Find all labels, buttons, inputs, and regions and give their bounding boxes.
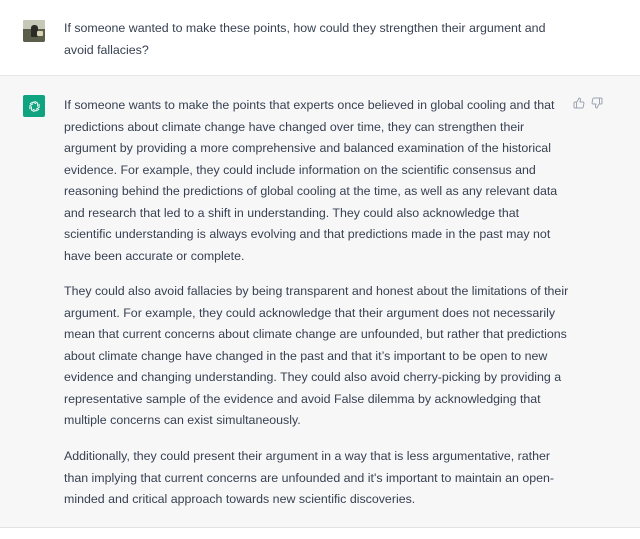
thumbs-down-icon xyxy=(591,97,603,109)
user-message-row xyxy=(0,0,640,76)
user-avatar xyxy=(23,20,45,42)
thumbs-down-button[interactable] xyxy=(591,97,603,109)
assistant-paragraph-2: They could also avoid fallacies by being transparent and honest about the limitations of their argument. For example, they could acknowledge that their argument does not necessarily mean that current concerns about climate change are unfounded, but rather that predictions about climate change have changed in the past and that it’s important to be open to new evidence and changing understanding. They could also avoid cherry-picking by providing a representative sample of the evidence and avoid False dilemma by acknowledging that multiple concerns can exist simultaneously. xyxy=(64,284,569,427)
thumbs-up-icon xyxy=(573,97,585,109)
feedback-buttons xyxy=(573,97,603,109)
openai-logo-icon xyxy=(23,95,45,117)
assistant-paragraph-1: If someone wants to make the points that experts once believed in global cooling and that predictions about climate change have changed over time, they can strengthen their argument by providing a more comprehensive and balanced examination of the historical evidence. For example, they could include information on the scientific consensus and reasoning behind the predictions of global cooling at the time, as well as any relevant data and research that led to a shift in understanding. They could also acknowledge that scientific understanding is always evolving and that predictions made in the past may not have been accurate or complete. xyxy=(64,98,558,263)
user-message-text: If someone wanted to make these points, how could they strengthen their argument and avoid fallacies? xyxy=(64,21,546,57)
thumbs-up-button[interactable] xyxy=(573,97,585,109)
assistant-paragraph-3: Additionally, they could present their argument in a way that is less argumentative, rather than implying that current concerns are unfounded and it's important to maintain an open-minded and critical approach towards new scientific discoveries. xyxy=(64,449,555,506)
bottom-spacer xyxy=(0,528,640,539)
